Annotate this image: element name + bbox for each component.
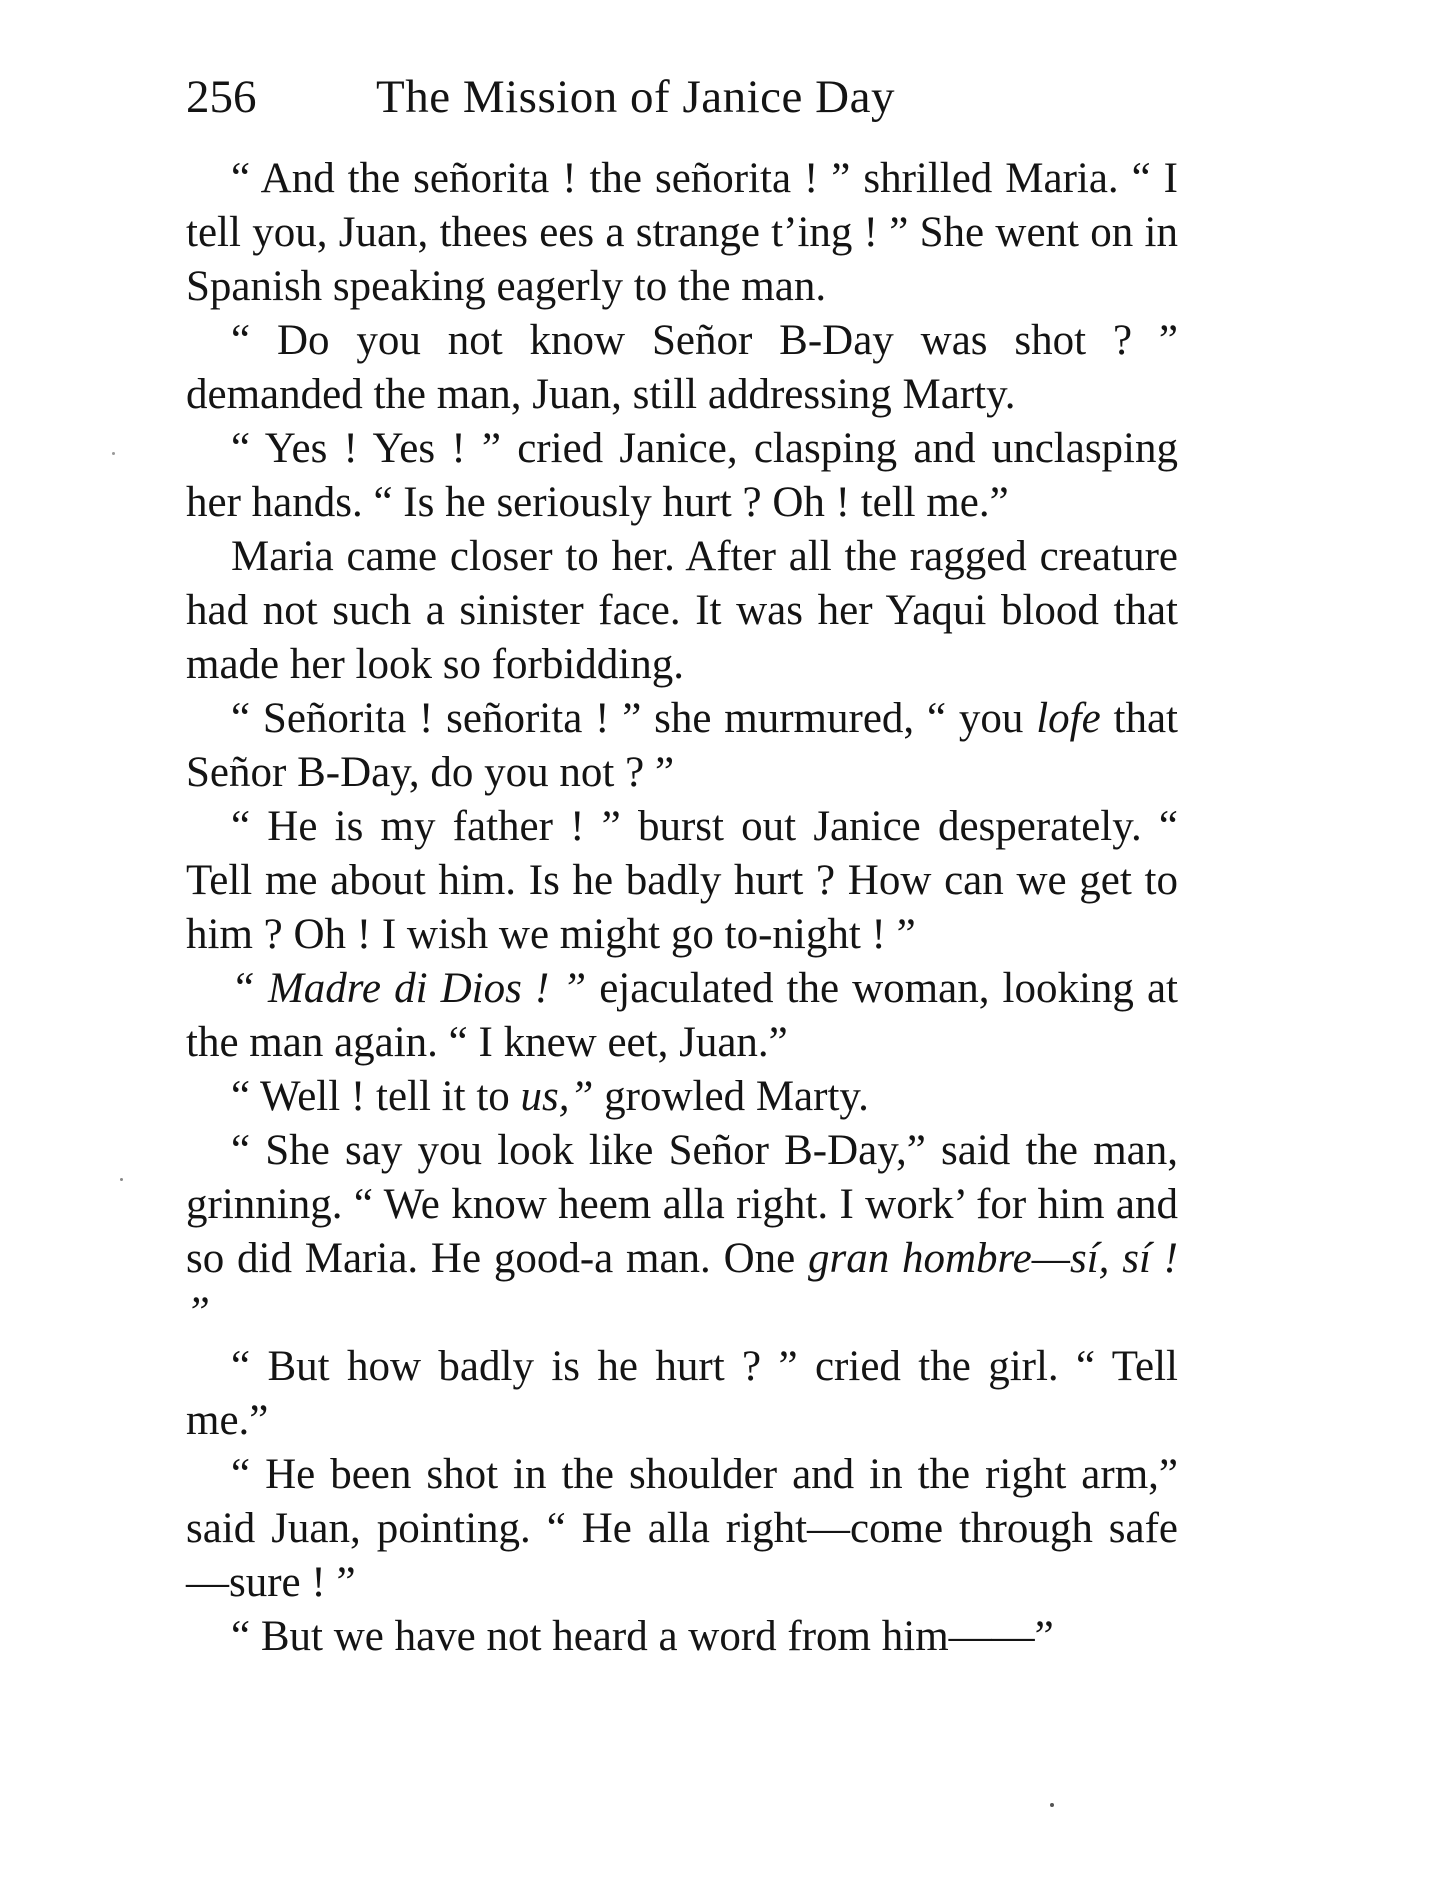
- paragraph-5-italic: lofe: [1036, 695, 1101, 742]
- page-number: 256: [186, 71, 257, 123]
- paragraph-9-italic: gran hombre—sí, sí ! ”: [186, 1235, 1178, 1336]
- running-title: The Mission of Janice Day: [376, 71, 895, 123]
- paragraph-8: [186, 1070, 1178, 1124]
- paragraph-12: “ But we have not heard a word from him——”: [231, 1613, 1054, 1660]
- paragraph-9-text-before: “ She say you look like Señor B-Day,” said the man, grinning. “ We know heem alla right. I work’ for him and so did Maria. He good-a man. One: [186, 1127, 1178, 1282]
- paragraph-3: “ Yes ! Yes ! ” cried Janice, clasping and unclasping her hands. “ Is he seriously hurt ? Oh ! tell me.”: [186, 425, 1178, 526]
- paragraph-5-text-after: that Señor B-Day, do you not ? ”: [186, 695, 1179, 796]
- paragraph-6: “ He is my father ! ” burst out Janice desperately. “ Tell me about him. Is he badly hurt ? How can we get to him ? Oh ! I wish we might go to-night ! ”: [186, 803, 1178, 958]
- paragraph-7-text-after: ejaculated the woman, looking at the man again. “ I knew eet, Juan.”: [186, 965, 1178, 1066]
- body-text: [186, 152, 1178, 1664]
- scan-speck: [1050, 1803, 1054, 1807]
- paragraph-8-text-after: growled Marty.: [593, 1073, 869, 1120]
- scan-speck: [112, 452, 115, 455]
- paragraph-11: “ He been shot in the shoulder and in the right arm,” said Juan, pointing. “ He alla right—come through safe—sure ! ”: [186, 1451, 1178, 1606]
- paragraph-2: “ Do you not know Señor B-Day was shot ? ” demanded the man, Juan, still addressing Marty.: [186, 317, 1178, 418]
- paragraph-8-text-before: “ Well ! tell it to: [231, 1073, 521, 1120]
- paragraph-10: “ But how badly is he hurt ? ” cried the girl. “ Tell me.”: [186, 1343, 1178, 1444]
- paragraph-4: Maria came closer to her. After all the ragged creature had not such a sinister face. It was her Yaqui blood that made her look so forbidding.: [186, 533, 1178, 688]
- scan-speck: [120, 1178, 123, 1181]
- paragraph-9: [186, 1124, 1178, 1340]
- paragraph-1: “ And the señorita ! the señorita ! ” shrilled Maria. “ I tell you, Juan, thees ees a strange t’ing ! ” She went on in Spanish speaking eagerly to the man.: [186, 155, 1178, 310]
- paragraph-7: [186, 962, 1178, 1070]
- page-header: [186, 62, 1186, 132]
- paragraph-7-italic: “ Madre di Dios ! ”: [231, 965, 587, 1012]
- paragraph-8-italic: us,”: [520, 1073, 594, 1120]
- paragraph-5-text-before: “ Señorita ! señorita ! ” she murmured, “ you: [231, 695, 1037, 742]
- paragraph-5: [186, 692, 1178, 800]
